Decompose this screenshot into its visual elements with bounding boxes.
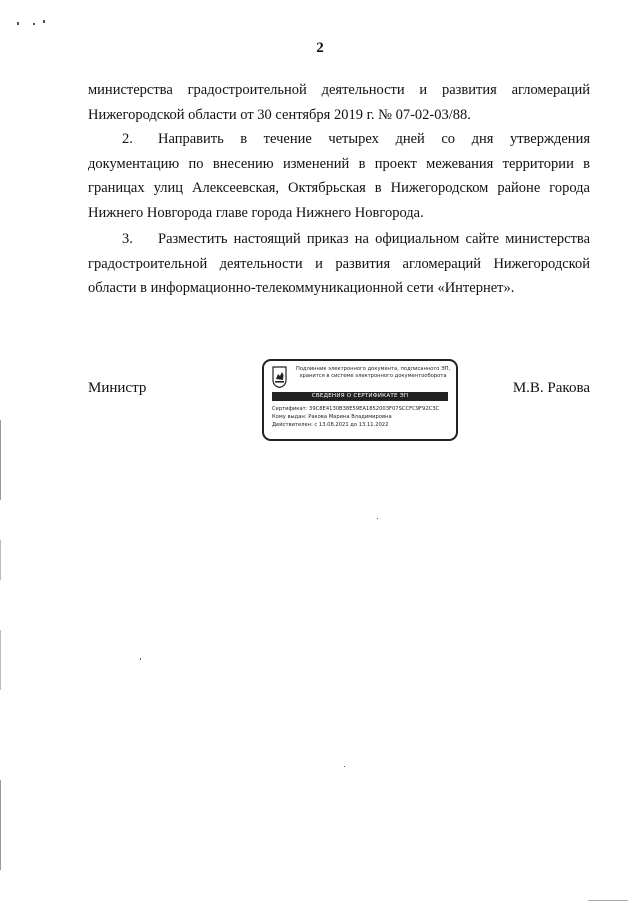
stamp-details [272,405,452,429]
stamp-certificate-bar: СВЕДЕНИЯ О СЕРТИФИКАТЕ ЭП [272,392,448,401]
stamp-header [292,366,454,380]
paragraph-2-text: Направить в течение четырех дней со дня утверждения документацию по внесению изменений в проект межевания территории в границах улиц Алексеевская, Октябрьская в Нижегородском районе города Нижнего Новгорода главе города Нижнего Новгорода. [88,131,590,221]
paragraph-3-number: 3. [122,231,133,247]
electronic-signature-stamp [262,359,458,441]
scan-mark [17,22,19,25]
paragraph-2-number: 2. [122,131,133,147]
paragraph-2 [88,127,590,225]
scan-dot [344,766,345,767]
paragraph-3 [88,227,590,301]
stamp-issued-to-line: Кому выдан: Ракова Марина Владимировна [272,414,392,420]
signatory-name: М.В. Ракова [512,380,590,396]
paragraph-3-text: Разместить настоящий приказ на официальном сайте министерства градостроительной деятельности и развития агломераций Нижегородской области в информационно-телекоммуникационной сети «Интернет». [88,231,590,296]
stamp-certificate-line: Сертификат: 39C8E4130B38E59EA1852003F07SCCFC9F92C3C [272,406,440,412]
signatory-position: Министр [88,380,147,396]
stamp-header-line2: хранится в системе электронного документооборота [299,373,447,379]
scan-mark [43,20,45,23]
paragraph-1: министерства градостроительной деятельности и развития агломераций Нижегородской области от 30 сентября 2019 г. № 07-02-03/88. [88,82,590,123]
scan-dot [140,658,141,660]
stamp-validity-line: Действителен: с 13.08.2021 до 13.11.2022 [272,422,389,428]
scan-edge-line [0,540,1,580]
scan-edge-line [0,780,1,870]
scan-edge-line [588,900,628,901]
stamp-header-line1: Подлинник электронного документа, подписанного ЭП, [295,366,451,372]
page-number: 2 [316,40,324,56]
scan-dot [377,518,378,519]
scan-mark [33,23,35,25]
coat-of-arms-icon [272,366,287,388]
scan-edge-line [0,630,1,690]
scan-edge-line [0,420,1,500]
